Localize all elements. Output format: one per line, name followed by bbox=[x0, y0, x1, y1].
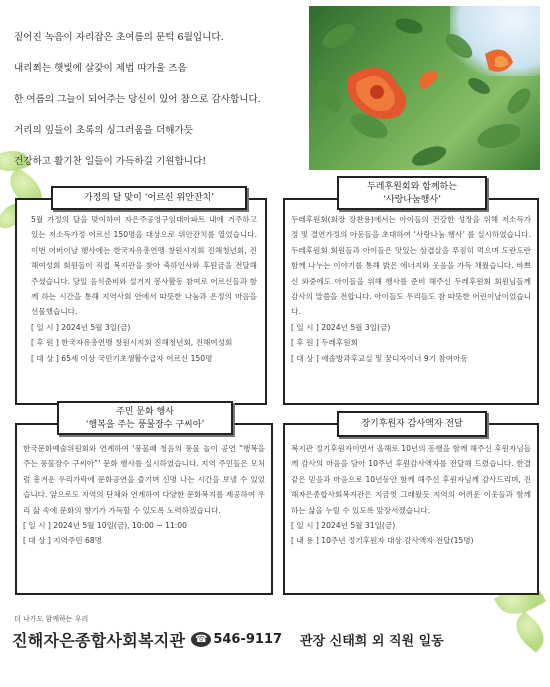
section-family-month-event bbox=[15, 193, 267, 405]
section-body-text: 복지관 정기후원자이면서 올해로 10년의 동행을 함께 해주신 후원자님들께 감사의 마음을 담아 10주년 후원감사액자를 전달해 드렸습니다. 한결 같은 믿음과 마음으로 10년동안 함께 해주신 후원자님께 감사드리며, 진해자은종합사회복지관은 지금껏 그래왔듯 지역의 어려운 이웃들과 함께하는 삶을 누릴 수 있도록 앞장서겠습니다. bbox=[291, 444, 531, 515]
intro-line: 짙어진 녹음이 자리잡은 초여름의 문턱 6월입니다. bbox=[14, 32, 224, 43]
section-love-sharing-event bbox=[283, 182, 539, 405]
organization-name: 진해자은종합사회복지관 bbox=[12, 631, 186, 650]
section-title-line: ‘사랑나눔행사’ bbox=[383, 195, 441, 205]
intro-line: 거리의 잎들이 초록의 싱그러움을 더해가듯 bbox=[14, 125, 194, 136]
event-content: [ 내 용 ] 10주년 정기후원자 대상 감사액자 전달(15명) bbox=[291, 536, 474, 546]
section-body-text: 5월 가정의 달을 맞이하여 자은주공영구임대아파트 내에 거주하고 있는 저소득가정 어르신 150명을 대상으로 위안잔치를 열었습니다. 이번 어버이날 행사에는 한국자유총연맹 창원시지회 진해청년회, 진해여성회 회원들이 직접 복지관을 찾아 축하인사와 후원금을 전달해주셨습니다. 당일 음식준비와 설거지 봉사활동 참여로 어르신들과 함께 하는 시간을 통해 지역사회 안에서 따뜻한 나눔과 온정의 마음을 선물했습니다. bbox=[31, 215, 257, 317]
section-body-text: 두레후원회(회장 장찬용)에서는 아이들의 건강한 성장을 위해 저소득가정 및 결연가정의 아동들을 초대하여 ‘사랑나눔 행사’ 를 실시하였습니다. 두레후원회 회원들과 아이들은 맛있는 삼겹살을 푸짐히 먹으며 도란도란 함께 나누는 이야기를 통해 밝은 에너지와 웃음을 가득 채웠습니다. 바쁘신 와중에도 아이들을 위해 행사를 준비 해주신 두레후원회 회원님들께 감사의 말씀을 전합니다. 아이들도 우리들도 참 따뜻한 어린이날이었습니다. bbox=[291, 215, 531, 317]
intro-line: 내리쬐는 햇빛에 살갗이 제법 따가울 즈음 bbox=[14, 63, 187, 74]
section-title-tab bbox=[51, 186, 247, 210]
footer bbox=[8, 612, 548, 682]
event-date: [ 일 시 ] 2024년 5월 3일(금) bbox=[31, 322, 131, 332]
intro-line: 한 여름의 그늘이 되어주는 당신이 있어 참으로 감사합니다. bbox=[14, 94, 261, 105]
event-sponsor: [ 후 원 ] 한국자유총연맹 창원시지회 진해청년회, 진해여성회 bbox=[31, 338, 233, 348]
section-community-culture-event bbox=[15, 407, 273, 595]
section-body-text: 한국문화예술위원회와 연계하여 ‘풍물패 청음의 풍물 놀이 공연 “행복을 주는 풍물장수 구씨아”’ 문화 행사를 실시하였습니다. 지역 주민들은 모처럼 흥겨운 우리가락에 문화공연을 즐기며 신명 나는 시간을 보낼 수 있었습니다. 앞으로도 지역의 단체와 연계하여 다양한 문화복지를 제공하여 우리 삶 속에 문화의 향기가 가득할 수 있도록 노력하겠습니다. bbox=[23, 444, 265, 515]
intro-greeting bbox=[14, 22, 310, 177]
event-target: [ 대 상 ] 65세 이상 국민기초생활수급자 어르신 150명 bbox=[31, 353, 213, 363]
staff-signature: 관장 신태희 외 직원 일동 bbox=[300, 634, 444, 649]
phone-icon: ☎ bbox=[191, 632, 211, 647]
section-body bbox=[23, 441, 265, 549]
section-title: 장기후원자 감사액자 전달 bbox=[361, 419, 463, 429]
section-title-line: 주민 문화 행사 bbox=[116, 407, 174, 417]
event-date: [ 일 시 ] 2024년 5월 31일(금) bbox=[291, 521, 396, 531]
section-body bbox=[31, 212, 257, 366]
section-body bbox=[291, 441, 531, 549]
section-title-tab bbox=[57, 401, 233, 435]
section-title-tab bbox=[337, 176, 487, 210]
section-donor-appreciation bbox=[283, 419, 539, 595]
section-title-tab bbox=[337, 411, 487, 437]
footer-signature bbox=[12, 628, 444, 651]
footer-tagline: 더 나가도 함께하는 우리 bbox=[14, 615, 89, 623]
flower-photo bbox=[309, 6, 540, 170]
event-date: [ 일 시 ] 2024년 5월 3일(금) bbox=[291, 322, 391, 332]
event-sponsor: [ 후 원 ] 두레후원회 bbox=[291, 338, 358, 348]
section-title-line: ‘행복을 주는 풍물장수 구씨아’ bbox=[85, 420, 205, 430]
event-target: [ 대 상 ] 지역주민 68명 bbox=[23, 536, 103, 546]
section-title: 가정의 달 맞이 ‘어르신 위안잔치’ bbox=[83, 193, 215, 203]
event-date: [ 일 시 ] 2024년 5월 10일(금), 10:00 ~ 11:00 bbox=[23, 521, 187, 531]
phone-number: 546-9117 bbox=[213, 632, 283, 647]
event-target: [ 대 상 ] 애솔방과후교실 및 꿈디자이너 9기 참여아동 bbox=[291, 353, 468, 363]
section-body bbox=[291, 212, 531, 366]
intro-line: 건강하고 활기찬 일들이 가득하길 기원합니다! bbox=[14, 156, 207, 167]
section-title-line: 두레후원회와 함께하는 bbox=[367, 182, 457, 192]
